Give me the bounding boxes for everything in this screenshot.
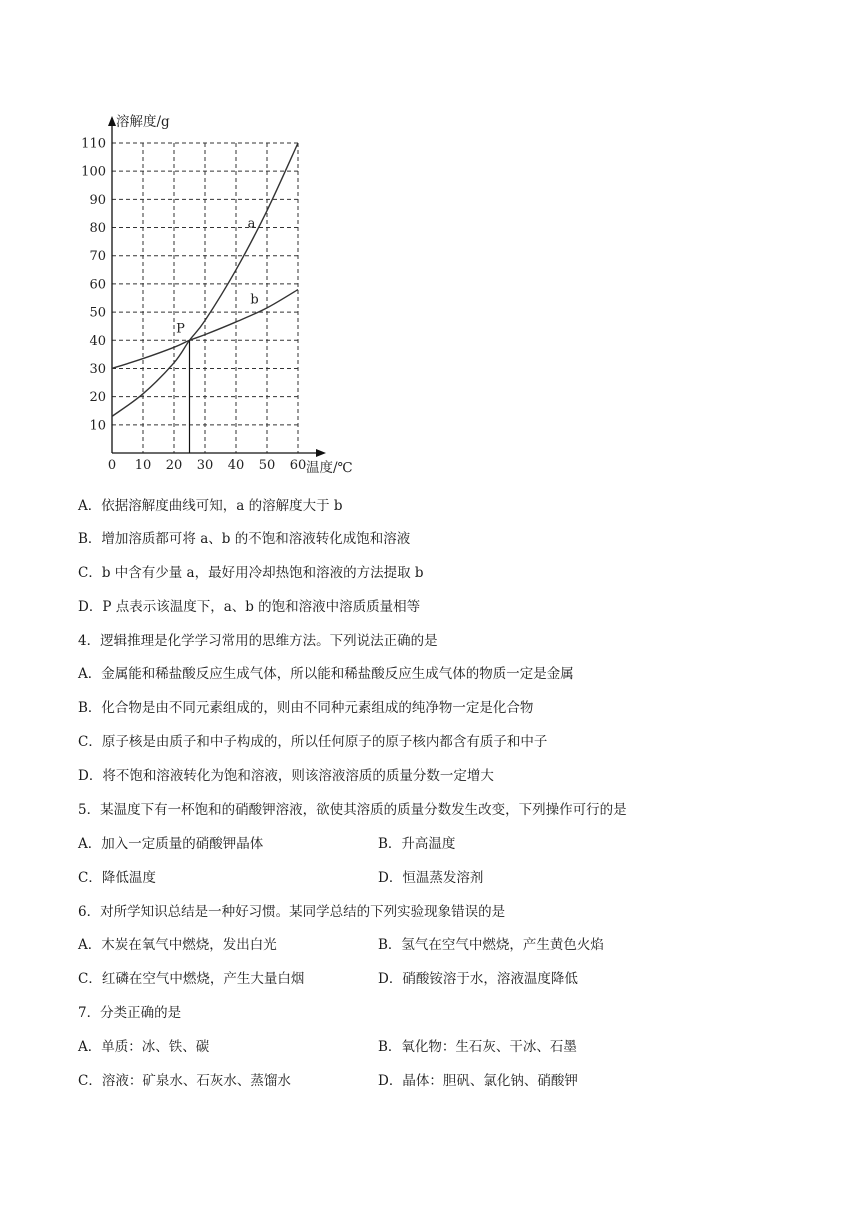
- q6-option-d: D．硝酸铵溶于水，溶液温度降低: [378, 971, 578, 987]
- q4-stem: 4．逻辑推理是化学学习常用的思维方法。下列说法正确的是: [78, 633, 438, 649]
- q7-option-b: B．氧化物：生石灰、干冰、石墨: [378, 1039, 577, 1055]
- q4-option-a: A．金属能和稀盐酸反应生成气体，所以能和稀盐酸反应生成气体的物质一定是金属: [78, 666, 574, 682]
- y-tick-label: 20: [89, 390, 106, 406]
- solubility-chart: [72, 108, 372, 480]
- y-axis-label: 溶解度/g: [116, 114, 170, 130]
- y-axis-arrow: [108, 116, 116, 126]
- y-tick-label: 60: [89, 277, 106, 293]
- x-tick-label: 30: [196, 458, 214, 473]
- y-tick-label: 100: [81, 164, 106, 180]
- q6-option-a: A．木炭在氧气中燃烧，发出白光: [78, 937, 277, 953]
- q3-option-b: B．增加溶质都可将 a、b 的不饱和溶液转化成饱和溶液: [78, 531, 411, 547]
- q7-option-a: A．单质：冰、铁、碳: [78, 1039, 210, 1055]
- y-tick-label: 50: [89, 305, 106, 321]
- label-p: P: [176, 321, 185, 337]
- x-tick-label: 10: [134, 458, 152, 473]
- x-tick-label: 60: [289, 458, 307, 473]
- x-axis-arrow: [316, 449, 326, 457]
- q4-option-c: C．原子核是由质子和中子构成的，所以任何原子的原子核内都含有质子和中子: [78, 734, 548, 750]
- label-b: b: [250, 292, 259, 308]
- q4-option-b: B．化合物是由不同元素组成的，则由不同种元素组成的纯净物一定是化合物: [78, 700, 534, 716]
- x-tick-label: 0: [107, 458, 117, 473]
- q4-option-d: D．将不饱和溶液转化为饱和溶液，则该溶液溶质的质量分数一定增大: [78, 768, 494, 784]
- q5-option-c: C．降低温度: [78, 870, 156, 886]
- q5-option-d: D．恒温蒸发溶剂: [378, 870, 484, 886]
- y-tick-label: 40: [89, 333, 106, 349]
- y-tick-label: 80: [89, 221, 106, 237]
- q3-option-a: A．依据溶解度曲线可知，a 的溶解度大于 b: [78, 498, 343, 514]
- y-tick-label: 90: [89, 192, 106, 208]
- y-tick-label: 110: [81, 136, 106, 152]
- q3-option-d: D．P 点表示该温度下，a、b 的饱和溶液中溶质质量相等: [78, 599, 421, 615]
- y-tick-label: 70: [89, 249, 106, 265]
- chart-grid: [112, 143, 298, 453]
- q7-option-d: D．晶体：胆矾、氯化钠、硝酸钾: [378, 1073, 578, 1089]
- q3-option-c: C．b 中含有少量 a，最好用冷却热饱和溶液的方法提取 b: [78, 565, 424, 581]
- q6-stem: 6．对所学知识总结是一种好习惯。某同学总结的下列实验现象错误的是: [78, 904, 506, 920]
- q7-option-c: C．溶液：矿泉水、石灰水、蒸馏水: [78, 1073, 291, 1089]
- q7-stem: 7．分类正确的是: [78, 1005, 182, 1021]
- x-tick-label: 40: [227, 458, 245, 473]
- q5-option-b: B．升高温度: [378, 836, 456, 852]
- q6-option-b: B．氢气在空气中燃烧，产生黄色火焰: [378, 937, 604, 953]
- label-a: a: [247, 216, 256, 232]
- q6-option-c: C．红磷在空气中燃烧，产生大量白烟: [78, 971, 305, 987]
- y-tick-label: 30: [89, 361, 106, 377]
- x-tick-label: 50: [258, 458, 276, 473]
- y-tick-label: 10: [89, 418, 106, 434]
- x-tick-label: 20: [165, 458, 183, 473]
- chart-axes: [108, 116, 326, 457]
- x-axis-label: 温度/℃: [306, 460, 353, 476]
- q5-option-a: A．加入一定质量的硝酸钾晶体: [78, 836, 264, 852]
- q5-stem: 5．某温度下有一杯饱和的硝酸钾溶液，欲使其溶质的质量分数发生改变，下列操作可行的是: [78, 802, 627, 818]
